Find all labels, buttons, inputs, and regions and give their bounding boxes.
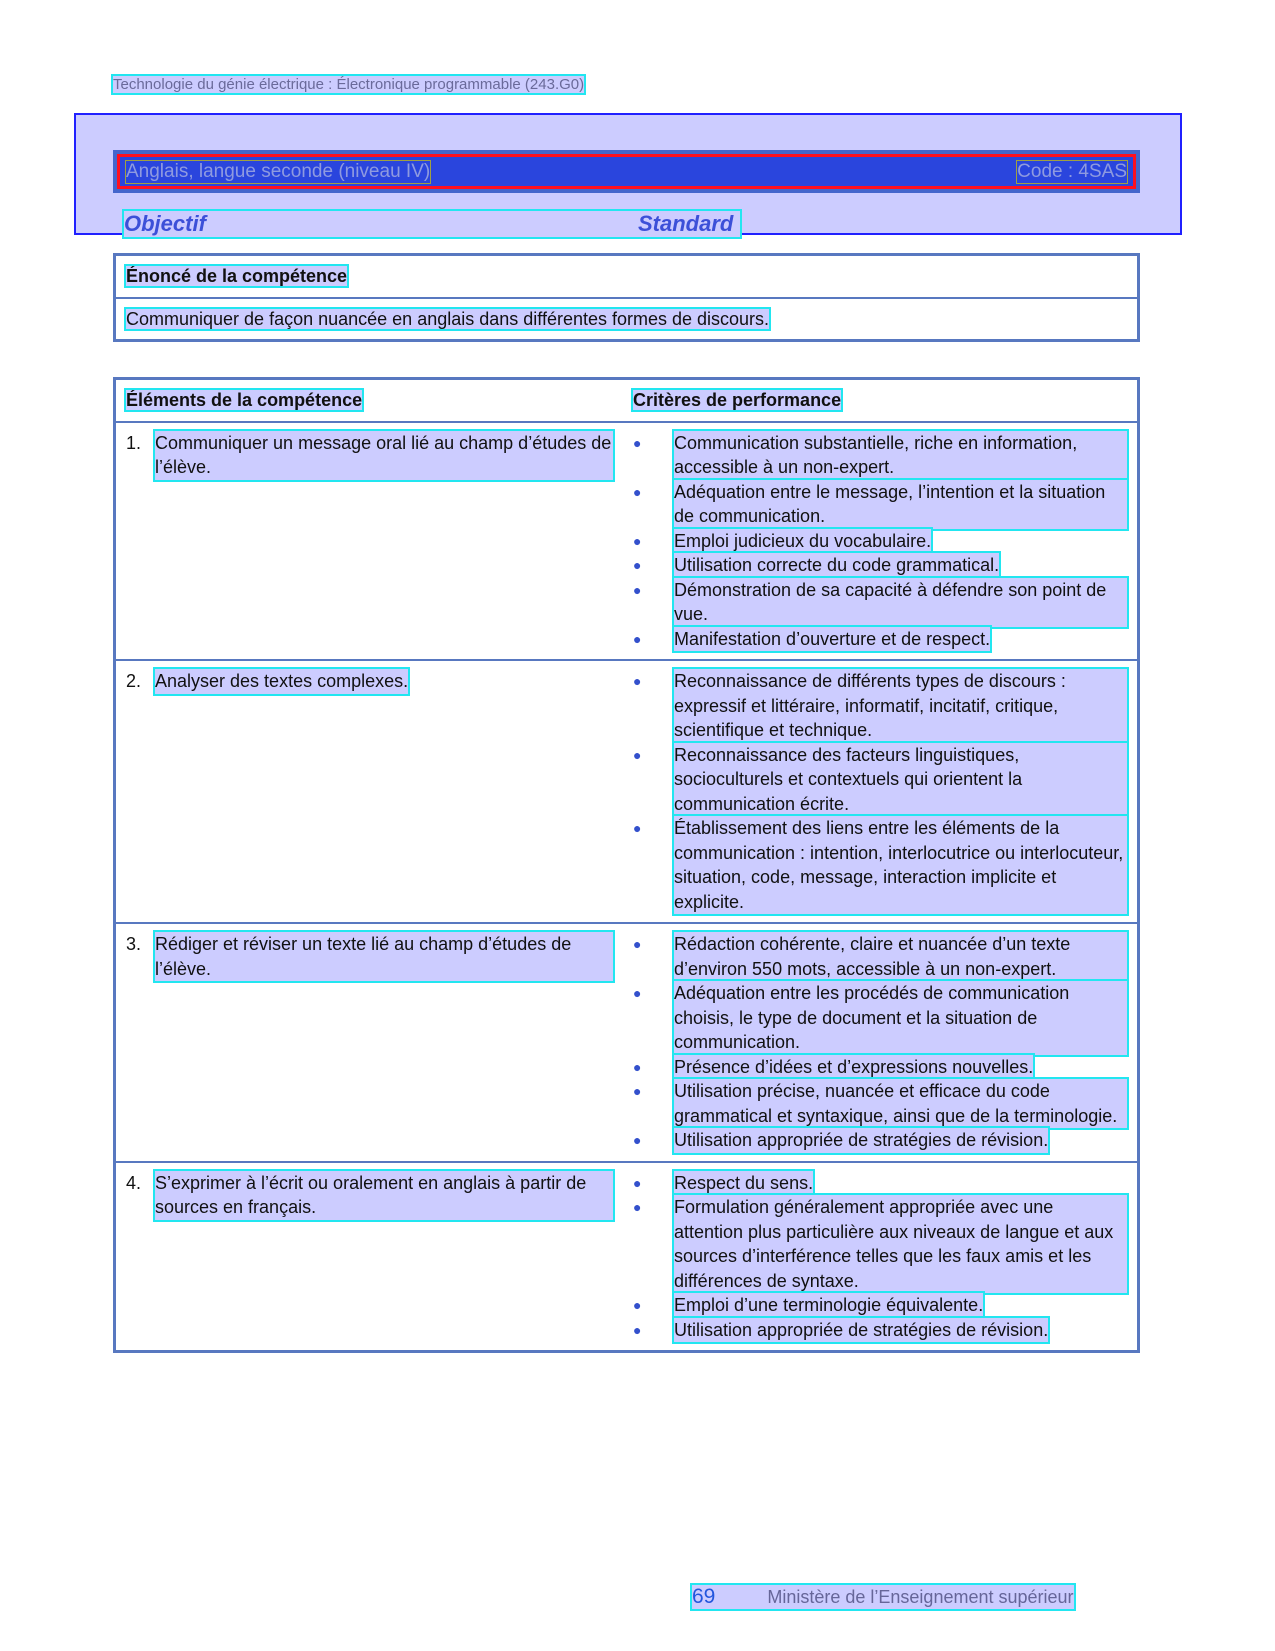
bullet-icon: ●: [633, 985, 642, 1001]
element-number: 3.: [126, 934, 142, 954]
criterion-text: Utilisation précise, nuancée et efficace du code grammatical et syntaxique, ainsi que de la terminologie.: [674, 1079, 1127, 1128]
criterion-item: [633, 1195, 1127, 1293]
criterion-text: Établissement des liens entre les éléments de la communication : intention, interlocutrice ou interlocuteur, situation, code, message, interaction implicite et explicite.: [674, 816, 1127, 914]
criteria-list: [633, 932, 1127, 1153]
bullet-icon: ●: [633, 532, 642, 549]
course-code: Code : 4SAS: [1017, 160, 1127, 182]
criterion-item: [633, 529, 1127, 554]
bullet-icon: ●: [633, 1321, 642, 1338]
bullet-icon: ●: [633, 936, 642, 952]
criterion-text: Emploi judicieux du vocabulaire.: [674, 529, 931, 554]
criterion-item: [633, 578, 1127, 627]
bullet-icon: ●: [633, 581, 642, 598]
criterion-text: Respect du sens.: [674, 1171, 813, 1196]
criterion-item: [633, 1171, 1127, 1196]
criterion-item: [633, 932, 1127, 981]
criterion-text: Reconnaissance de différents types de discours : expressif et littéraire, informatif, incitatif, critique, scientifique et technique.: [674, 669, 1127, 743]
course-title: Anglais, langue seconde (niveau IV): [126, 160, 431, 182]
criterion-item: [633, 981, 1127, 1055]
table-row: [115, 1162, 1139, 1352]
table-row: [115, 923, 1139, 1162]
objective-label: Objectif: [124, 211, 740, 237]
criterion-item: [633, 1079, 1127, 1128]
bullet-icon: ●: [633, 820, 642, 836]
criteria-header: Critères de performance: [633, 390, 842, 410]
criterion-text: Communication substantielle, riche en information, accessible à un non-expert.: [674, 431, 1127, 480]
criterion-item: [633, 480, 1127, 529]
bullet-icon: ●: [633, 1297, 642, 1313]
criterion-text: Adéquation entre le message, l’intention et la situation de communication.: [674, 480, 1127, 529]
criterion-item: [633, 1293, 1127, 1318]
criterion-item: [633, 553, 1127, 578]
bullet-icon: ●: [633, 1083, 642, 1099]
criterion-text: Démonstration de sa capacité à défendre son point de vue.: [674, 578, 1127, 627]
footer-ministry: Ministère de l’Enseignement supérieur: [767, 1587, 1074, 1607]
bullet-icon: ●: [633, 1174, 642, 1191]
page-footer: [692, 1585, 1074, 1609]
bullet-icon: ●: [633, 483, 642, 500]
criteria-list: [633, 431, 1127, 652]
competence-heading: Énoncé de la compétence: [126, 266, 348, 286]
element-number: 2.: [126, 671, 142, 691]
criterion-item: [633, 1055, 1127, 1080]
criterion-text: Reconnaissance des facteurs linguistiques, socioculturels et contextuels qui orientent la communication écrite.: [674, 743, 1127, 817]
element-text: S’exprimer à l’écrit ou oralement en anglais à partir de sources en français.: [155, 1171, 613, 1220]
criterion-text: Emploi d’une terminologie équivalente.: [674, 1293, 983, 1318]
bullet-icon: ●: [633, 1058, 642, 1075]
elements-header: Éléments de la compétence: [126, 390, 363, 410]
criterion-text: Utilisation correcte du code grammatical.: [674, 553, 999, 578]
criterion-item: [633, 627, 1127, 652]
table-row: [115, 660, 1139, 923]
running-header: Technologie du génie électrique : Électronique programmable (243.G0): [113, 76, 585, 93]
criterion-item: [633, 816, 1127, 914]
page-number: 69: [692, 1585, 716, 1608]
standard-label: Standard: [638, 211, 734, 236]
criterion-text: Manifestation d’ouverture et de respect.: [674, 627, 990, 652]
criteria-list: [633, 1171, 1127, 1343]
bullet-icon: ●: [633, 1132, 642, 1148]
criterion-item: [633, 1128, 1127, 1153]
criterion-item: [633, 743, 1127, 817]
bullet-icon: ●: [633, 1199, 642, 1215]
criterion-item: [633, 431, 1127, 480]
elements-table: [113, 377, 1140, 1353]
bullet-icon: ●: [633, 746, 642, 763]
criterion-item: [633, 669, 1127, 743]
element-text: Communiquer un message oral lié au champ d’études de l’élève.: [155, 431, 613, 480]
criterion-text: Adéquation entre les procédés de communication choisis, le type de document et la situation de communication.: [674, 981, 1127, 1055]
criteria-list: [633, 669, 1127, 914]
competence-table: [113, 253, 1140, 342]
criterion-text: Utilisation appropriée de stratégies de révision.: [674, 1318, 1048, 1343]
table-row: [115, 422, 1139, 661]
element-number: 1.: [126, 432, 142, 453]
criterion-text: Présence d’idées et d’expressions nouvelles.: [674, 1055, 1033, 1080]
competence-text: Communiquer de façon nuancée en anglais dans différentes formes de discours.: [126, 308, 770, 329]
bullet-icon: ●: [633, 557, 642, 573]
element-text: Rédiger et réviser un texte lié au champ d’études de l’élève.: [155, 932, 613, 981]
element-text: Analyser des textes complexes.: [155, 669, 408, 694]
bullet-icon: ●: [633, 434, 642, 451]
criterion-text: Utilisation appropriée de stratégies de révision.: [674, 1128, 1048, 1153]
criterion-text: Rédaction cohérente, claire et nuancée d’un texte d’environ 550 mots, accessible à un non-expert.: [674, 932, 1127, 981]
criterion-text: Formulation généralement appropriée avec une attention plus particulière aux niveaux de langue et aux sources d’interférence telles que les faux amis et les différences de syntaxe.: [674, 1195, 1127, 1293]
bullet-icon: ●: [633, 673, 642, 689]
bullet-icon: ●: [633, 630, 642, 647]
course-title-bar: [113, 150, 1140, 193]
criterion-item: [633, 1318, 1127, 1343]
element-number: 4.: [126, 1172, 142, 1193]
